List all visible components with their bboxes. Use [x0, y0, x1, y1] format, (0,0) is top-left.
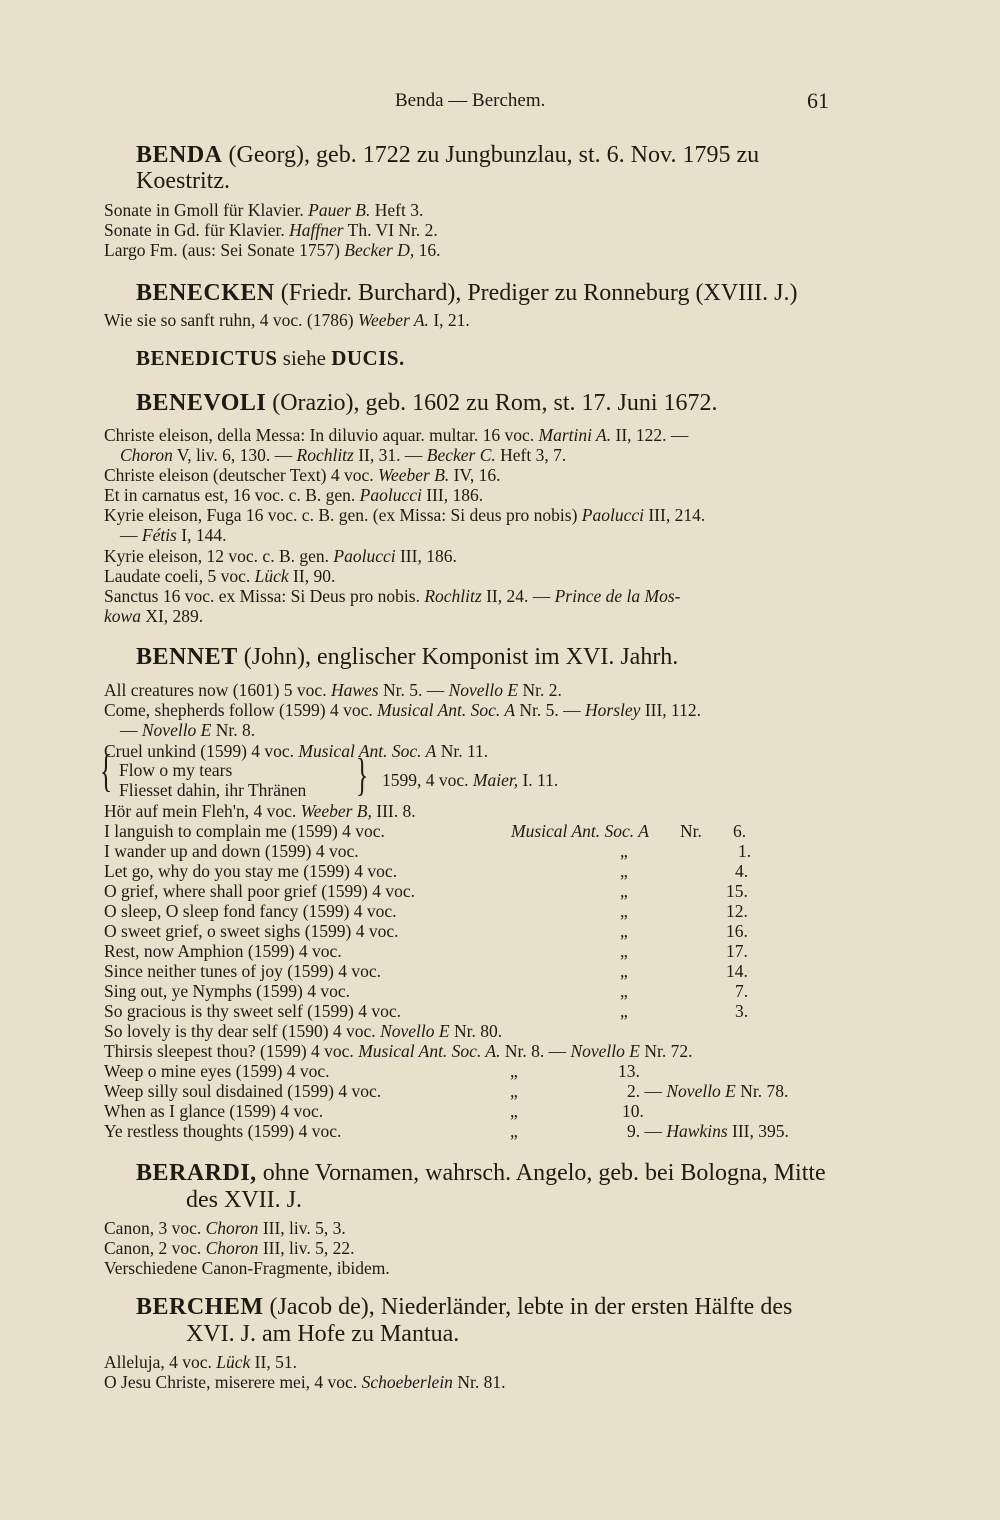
ditto-mark: „: [620, 1001, 628, 1021]
page-number: 61: [807, 88, 829, 113]
ref-nr: 2. — Novello E Nr. 78.: [627, 1081, 789, 1101]
work-line: Verschiedene Canon-Fragmente, ibidem.: [104, 1258, 390, 1278]
ref-nr: 14.: [726, 961, 748, 981]
ref-nr: 6.: [733, 821, 747, 841]
ref-nr: 13.: [618, 1061, 640, 1081]
work-line: When as I glance (1599) 4 voc.: [104, 1101, 324, 1121]
ditto-mark: „: [510, 1121, 518, 1141]
entry-heading-berchem: BERCHEM (Jacob de), Niederländer, lebte in der ersten Hälfte des: [136, 1294, 793, 1320]
work-line: Alleluja, 4 voc. Lück II, 51.: [104, 1352, 297, 1372]
work-line: Weep silly soul disdained (1599) 4 voc.: [104, 1081, 382, 1101]
work-line: Sonate in Gmoll für Klavier. Pauer B. Heft 3.: [104, 200, 424, 220]
ref-source: Musical Ant. Soc. A: [511, 821, 649, 841]
work-line: So gracious is thy sweet self (1599) 4 voc.: [104, 1001, 401, 1021]
right-brace: }: [356, 749, 369, 800]
ditto-mark: „: [510, 1061, 518, 1081]
work-line: Let go, why do you stay me (1599) 4 voc.: [104, 861, 398, 881]
work-line: Come, shepherds follow (1599) 4 voc. Musical Ant. Soc. A Nr. 5. — Horsley III, 112.: [104, 700, 702, 720]
entry-heading-benecken: BENECKEN (Friedr. Burchard), Prediger zu Ronneburg (XVIII. J.): [136, 280, 798, 306]
ditto-mark: „: [620, 981, 628, 1001]
entry-heading-cont: XVI. J. am Hofe zu Mantua.: [186, 1321, 460, 1347]
ditto-mark: „: [620, 841, 628, 861]
work-line: Fliesset dahin, ihr Thränen: [119, 780, 307, 800]
ref-nr: 10.: [622, 1101, 644, 1121]
entry-heading-cont: Koestritz.: [136, 168, 230, 194]
work-line: O sleep, O sleep fond fancy (1599) 4 voc.: [104, 901, 397, 921]
ditto-mark: „: [510, 1101, 518, 1121]
work-line: Rest, now Amphion (1599) 4 voc.: [104, 941, 342, 961]
running-header: Benda — Berchem.: [395, 90, 546, 111]
work-line: Sing out, ye Nymphs (1599) 4 voc.: [104, 981, 350, 1001]
entry-heading-benda: BENDA (Georg), geb. 1722 zu Jungbunzlau, st. 6. Nov. 1795 zu: [136, 142, 760, 168]
work-line: I languish to complain me (1599) 4 voc.: [104, 821, 385, 841]
work-line: All creatures now (1601) 5 voc. Hawes Nr. 5. — Novello E Nr. 2.: [104, 680, 562, 700]
work-line: Since neither tunes of joy (1599) 4 voc.: [104, 961, 382, 981]
work-line: Et in carnatus est, 16 voc. c. B. gen. Paolucci III, 186.: [104, 485, 484, 505]
work-line: Canon, 3 voc. Choron III, liv. 5, 3.: [104, 1218, 346, 1238]
work-line: Christe eleison, della Messa: In diluvio aquar. multar. 16 voc. Martini A. II, 122. —: [104, 425, 689, 445]
ref-nr: 12.: [726, 901, 748, 921]
work-line: O grief, where shall poor grief (1599) 4 voc.: [104, 881, 416, 901]
work-line: Kyrie eleison, 12 voc. c. B. gen. Paolucci III, 186.: [104, 546, 457, 566]
work-line: Cruel unkind (1599) 4 voc. Musical Ant. Soc. A Nr. 11.: [104, 741, 489, 761]
entry-heading-benedictus: BENEDICTUS siehe DUCIS.: [136, 346, 405, 370]
ref-nr: 16.: [726, 921, 748, 941]
work-line: Christe eleison (deutscher Text) 4 voc. Weeber B. IV, 16.: [104, 465, 501, 485]
ditto-mark: „: [620, 941, 628, 961]
ditto-mark: „: [620, 961, 628, 981]
ditto-mark: „: [620, 861, 628, 881]
entry-heading-berardi: BERARDI, ohne Vornamen, wahrsch. Angelo, geb. bei Bologna, Mitte: [136, 1160, 826, 1186]
ref-nr: 4.: [735, 861, 749, 881]
work-line: Sonate in Gd. für Klavier. Haffner Th. VI Nr. 2.: [104, 220, 438, 240]
work-line: O Jesu Christe, miserere mei, 4 voc. Schoeberlein Nr. 81.: [104, 1372, 506, 1392]
work-line: Canon, 2 voc. Choron III, liv. 5, 22.: [104, 1238, 355, 1258]
work-line: So lovely is thy dear self (1590) 4 voc. Novello E Nr. 80.: [104, 1021, 503, 1041]
entry-heading-bennet: BENNET (John), englischer Komponist im XVI. Jahrh.: [136, 644, 679, 670]
entry-heading-benevoli: BENEVOLI (Orazio), geb. 1602 zu Rom, st. 17. Juni 1672.: [136, 390, 718, 416]
work-line: Ye restless thoughts (1599) 4 voc.: [104, 1121, 342, 1141]
ref-nr: 1.: [738, 841, 752, 861]
ditto-mark: „: [510, 1081, 518, 1101]
ref-nr: 15.: [726, 881, 748, 901]
work-line: — Fétis I, 144.: [120, 525, 227, 545]
work-line: O sweet grief, o sweet sighs (1599) 4 voc.: [104, 921, 399, 941]
left-brace: {: [100, 745, 113, 796]
ref-nr: 17.: [726, 941, 748, 961]
work-line: Largo Fm. (aus: Sei Sonate 1757) Becker D, 16.: [104, 240, 441, 260]
work-line: Sanctus 16 voc. ex Missa: Si Deus pro nobis. Rochlitz II, 24. — Prince de la Mos-: [104, 586, 681, 606]
work-line: kowa XI, 289.: [104, 606, 204, 626]
ref-nr: 7.: [735, 981, 749, 1001]
work-line: Choron V, liv. 6, 130. — Rochlitz II, 31. — Becker C. Heft 3, 7.: [120, 445, 567, 465]
work-line: Laudate coeli, 5 voc. Lück II, 90.: [104, 566, 336, 586]
ref-nr: 3.: [735, 1001, 749, 1021]
ditto-mark: „: [620, 921, 628, 941]
work-line: Flow o my tears: [119, 760, 233, 780]
work-line: Kyrie eleison, Fuga 16 voc. c. B. gen. (ex Missa: Si deus pro nobis) Paolucci III, 214.: [104, 505, 706, 525]
entry-heading-cont: des XVII. J.: [186, 1187, 302, 1213]
work-line: Thirsis sleepest thou? (1599) 4 voc. Musical Ant. Soc. A. Nr. 8. — Novello E Nr. 72.: [104, 1041, 693, 1061]
ditto-mark: „: [620, 881, 628, 901]
ditto-mark: „: [620, 901, 628, 921]
work-ref: 1599, 4 voc. Maier, I. 11.: [382, 770, 559, 790]
work-line: Wie sie so sanft ruhn, 4 voc. (1786) Weeber A. I, 21.: [104, 310, 470, 330]
work-line: Weep o mine eyes (1599) 4 voc.: [104, 1061, 330, 1081]
ref-nr: 9. — Hawkins III, 395.: [627, 1121, 789, 1141]
ref-nr-label: Nr.: [680, 821, 702, 841]
work-line: Hör auf mein Fleh'n, 4 voc. Weeber B, III. 8.: [104, 801, 416, 821]
work-line: I wander up and down (1599) 4 voc.: [104, 841, 359, 861]
work-line: — Novello E Nr. 8.: [120, 720, 256, 740]
